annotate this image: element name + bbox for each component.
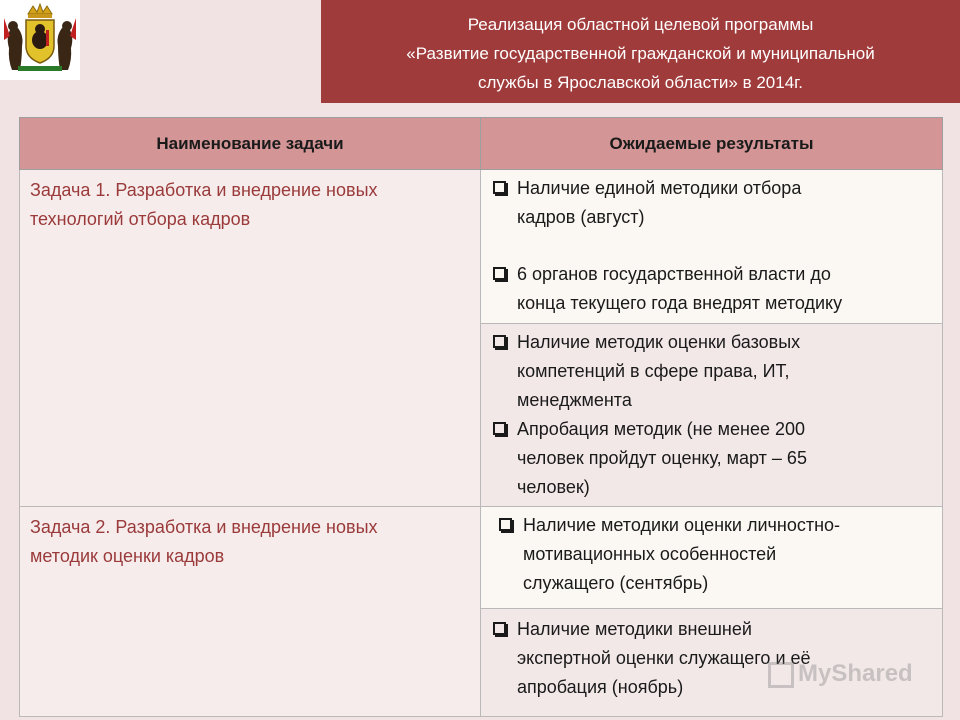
table-header-row	[20, 118, 943, 170]
watermark-logo-icon	[768, 662, 794, 688]
watermark-text: MyShared	[798, 660, 913, 687]
result-line: 6 органов государственной власти до	[517, 264, 831, 284]
task-2-name-line-2: методик оценки кадров	[30, 546, 225, 566]
result-line: мотивационных особенностей	[523, 544, 777, 564]
result-line: менеджмента	[517, 390, 632, 410]
result-line: Наличие единой методики отбора	[517, 178, 802, 198]
checkbox-square-icon	[499, 518, 512, 531]
tasks-table	[19, 117, 943, 717]
checkbox-square-icon	[493, 622, 506, 635]
result-line: Наличие методики внешней	[517, 619, 752, 639]
result-line: человек пройдут оценку, март – 65	[517, 448, 807, 468]
result-item	[489, 615, 934, 702]
result-line: Наличие методик оценки базовых	[517, 332, 801, 352]
coat-of-arms-logo	[0, 0, 80, 80]
watermark	[768, 660, 913, 688]
result-line: служащего (сентябрь)	[523, 573, 709, 593]
result-line: кадров (август)	[517, 207, 645, 227]
yaroslavl-coat-of-arms-icon	[0, 0, 80, 80]
task-1-results-group-1	[481, 170, 943, 324]
task-1-name-line-1: Задача 1. Разработка и внедрение новых	[30, 180, 378, 200]
title-line-3: службы в Ярославской области» в 2014г.	[478, 73, 803, 92]
checkbox-square-icon	[493, 267, 506, 280]
checkbox-square-icon	[493, 181, 506, 194]
result-item	[489, 174, 934, 232]
result-line: компетенций в сфере права, ИТ,	[517, 361, 790, 381]
result-item	[495, 511, 934, 598]
result-line: конца текущего года внедрят методику	[517, 293, 843, 313]
slide-title	[321, 0, 960, 103]
result-line: экспертной оценки служащего и её	[517, 648, 811, 668]
title-line-1: Реализация областной целевой программы	[467, 15, 814, 34]
result-line: апробация (ноябрь)	[517, 677, 684, 697]
task-2-results-group-1	[481, 507, 943, 609]
task-1-cell	[20, 170, 481, 507]
result-item	[489, 260, 934, 318]
header-expected-results: Ожидаемые результаты	[481, 118, 943, 170]
task-1-name-line-2: технологий отбора кадров	[30, 209, 251, 229]
table-row	[20, 170, 943, 324]
checkbox-square-icon	[493, 335, 506, 348]
task-1-results-group-2	[481, 324, 943, 507]
checkbox-square-icon	[493, 422, 506, 435]
result-line: Наличие методики оценки личностно-	[523, 515, 841, 535]
result-item	[489, 415, 934, 502]
result-line: Апробация методик (не менее 200	[517, 419, 805, 439]
result-line: человек)	[517, 477, 590, 497]
table-row	[20, 507, 943, 609]
title-line-2: «Развитие государственной гражданской и муниципальной	[406, 44, 875, 63]
header-task-name: Наименование задачи	[20, 118, 481, 170]
task-2-cell	[20, 507, 481, 717]
result-item	[489, 328, 934, 415]
task-2-name-line-1: Задача 2. Разработка и внедрение новых	[30, 517, 378, 537]
